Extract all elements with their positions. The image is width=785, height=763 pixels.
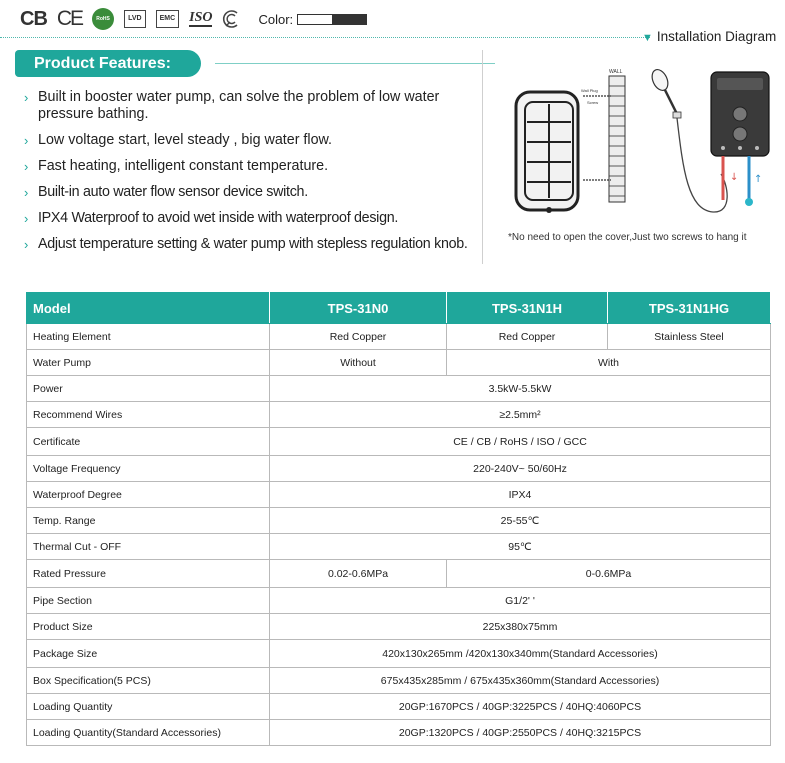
feature-list bbox=[24, 89, 474, 262]
table-row bbox=[27, 588, 771, 614]
cell-value: 220-240V~ 50/60Hz bbox=[270, 456, 771, 482]
feature-item bbox=[24, 132, 474, 149]
cell-value: With bbox=[447, 350, 771, 376]
installation-title-text: Installation Diagram bbox=[656, 29, 777, 44]
row-label: Waterproof Degree bbox=[27, 482, 270, 508]
cell-value: CE / CB / RoHS / ISO / GCC bbox=[270, 428, 771, 456]
cell-value: 20GP:1320PCS / 40GP:2550PCS / 40HQ:3215PCS bbox=[270, 720, 771, 746]
table-row bbox=[27, 560, 771, 588]
lvd-mark: LVD bbox=[128, 15, 142, 22]
row-label: Heating Element bbox=[27, 324, 270, 350]
row-label: Certificate bbox=[27, 428, 270, 456]
feature-item bbox=[24, 158, 474, 175]
row-label: Power bbox=[27, 376, 270, 402]
color-swatch bbox=[297, 14, 367, 25]
emc-mark: EMC bbox=[159, 15, 176, 22]
feature-item bbox=[24, 89, 474, 123]
chevron-right-icon: › bbox=[24, 185, 29, 200]
product-features-heading: Product Features: bbox=[15, 50, 201, 77]
row-label: Loading Quantity(Standard Accessories) bbox=[27, 720, 270, 746]
feature-text: Adjust temperature setting & water pump with stepless regulation knob. bbox=[38, 236, 468, 252]
table-row bbox=[27, 640, 771, 668]
heater-back-panel-icon bbox=[516, 92, 578, 213]
cb-logo: CB bbox=[20, 7, 47, 30]
chevron-right-icon: › bbox=[24, 90, 29, 105]
feature-text: IPX4 Waterproof to avoid wet inside with waterproof design. bbox=[38, 210, 399, 226]
cell-value: Stainless Steel bbox=[608, 324, 771, 350]
table-row bbox=[27, 402, 771, 428]
wall-plug-label: Wall Plug bbox=[581, 88, 598, 93]
water-heater-icon bbox=[711, 72, 769, 156]
color-option-black bbox=[332, 15, 366, 24]
table-row bbox=[27, 428, 771, 456]
row-label: Product Size bbox=[27, 614, 270, 640]
cell-value: 25-55℃ bbox=[270, 508, 771, 534]
row-label: Rated Pressure bbox=[27, 560, 270, 588]
row-label: Package Size bbox=[27, 640, 270, 668]
cell-value: 420x130x265mm /420x130x340mm(Standard Accessories) bbox=[270, 640, 771, 668]
iso-logo: ISO bbox=[189, 10, 213, 25]
cell-value: 0.02-0.6MPa bbox=[270, 560, 447, 588]
emc-logo bbox=[156, 10, 180, 28]
wall-label: WALL bbox=[609, 69, 623, 75]
installation-diagram-title bbox=[642, 29, 776, 44]
table-row bbox=[27, 668, 771, 694]
feature-text: Built in booster water pump, can solve the problem of low water pressure bathing. bbox=[38, 89, 440, 122]
color-label: Color: bbox=[258, 11, 294, 27]
cell-value: 675x435x285mm / 675x435x360mm(Standard Accessories) bbox=[270, 668, 771, 694]
row-label: Voltage Frequency bbox=[27, 456, 270, 482]
screw-label: Screw bbox=[587, 100, 599, 105]
certification-bar bbox=[20, 8, 367, 30]
cell-value: 3.5kW-5.5kW bbox=[270, 376, 771, 402]
feature-text: Fast heating, intelligent constant temperature. bbox=[38, 158, 329, 174]
cell-value: 225x380x75mm bbox=[270, 614, 771, 640]
table-row bbox=[27, 694, 771, 720]
chevron-right-icon: › bbox=[24, 237, 29, 252]
feature-item bbox=[24, 210, 474, 227]
row-label: Box Specification(5 PCS) bbox=[27, 668, 270, 694]
brick-wall-icon bbox=[609, 76, 625, 202]
svg-text:↓: ↓ bbox=[730, 172, 739, 183]
header-tps-31n1hg: TPS-31N1HG bbox=[608, 293, 771, 324]
table-row bbox=[27, 720, 771, 746]
feature-item bbox=[24, 236, 474, 253]
row-label: Thermal Cut - OFF bbox=[27, 534, 270, 560]
row-label: Water Pump bbox=[27, 350, 270, 376]
lvd-emc-logo bbox=[124, 10, 145, 28]
header-tps-31n1h: TPS-31N1H bbox=[447, 293, 608, 324]
cell-value: IPX4 bbox=[270, 482, 771, 508]
svg-text:↑: ↑ bbox=[754, 174, 763, 185]
table-row bbox=[27, 482, 771, 508]
row-label: Pipe Section bbox=[27, 588, 270, 614]
table-header-row bbox=[27, 293, 771, 324]
water-pipe-icon bbox=[723, 156, 762, 206]
cell-value: G1/2' ' bbox=[270, 588, 771, 614]
cell-value: 20GP:1670PCS / 40GP:3225PCS / 40HQ:4060PCS bbox=[270, 694, 771, 720]
triangle-down-icon: ▼ bbox=[642, 32, 653, 44]
cell-value: 95℃ bbox=[270, 534, 771, 560]
row-label: Loading Quantity bbox=[27, 694, 270, 720]
table-row bbox=[27, 376, 771, 402]
ce-logo: CE bbox=[56, 7, 83, 30]
installation-note: *No need to open the cover,Just two screws to hang it bbox=[508, 232, 747, 243]
table-row bbox=[27, 456, 771, 482]
row-label: Recommend Wires bbox=[27, 402, 270, 428]
color-option-white bbox=[298, 15, 332, 24]
chevron-right-icon: › bbox=[24, 159, 29, 174]
rohs-logo: RoHS bbox=[92, 8, 114, 30]
feature-text: Built-in auto water flow sensor device switch. bbox=[38, 184, 308, 200]
cell-value: ≥2.5mm² bbox=[270, 402, 771, 428]
row-label: Temp. Range bbox=[27, 508, 270, 534]
table-row bbox=[27, 508, 771, 534]
table-row bbox=[27, 534, 771, 560]
table-row bbox=[27, 324, 771, 350]
header-tps-31n0: TPS-31N0 bbox=[270, 293, 447, 324]
cell-value: Red Copper bbox=[270, 324, 447, 350]
table-row bbox=[27, 614, 771, 640]
cell-value: Without bbox=[270, 350, 447, 376]
table-row bbox=[27, 350, 771, 376]
header-model: Model bbox=[27, 293, 270, 324]
chevron-right-icon: › bbox=[24, 133, 29, 148]
top-divider bbox=[0, 37, 650, 38]
cell-value: 0-0.6MPa bbox=[447, 560, 771, 588]
chevron-right-icon: › bbox=[24, 211, 29, 226]
feature-text: Low voltage start, level steady , big water flow. bbox=[38, 132, 333, 148]
feature-item bbox=[24, 184, 474, 201]
screw-icon bbox=[583, 96, 611, 180]
cell-value: Red Copper bbox=[447, 324, 608, 350]
specifications-table bbox=[26, 292, 771, 746]
certification-mark-icon bbox=[222, 9, 242, 29]
